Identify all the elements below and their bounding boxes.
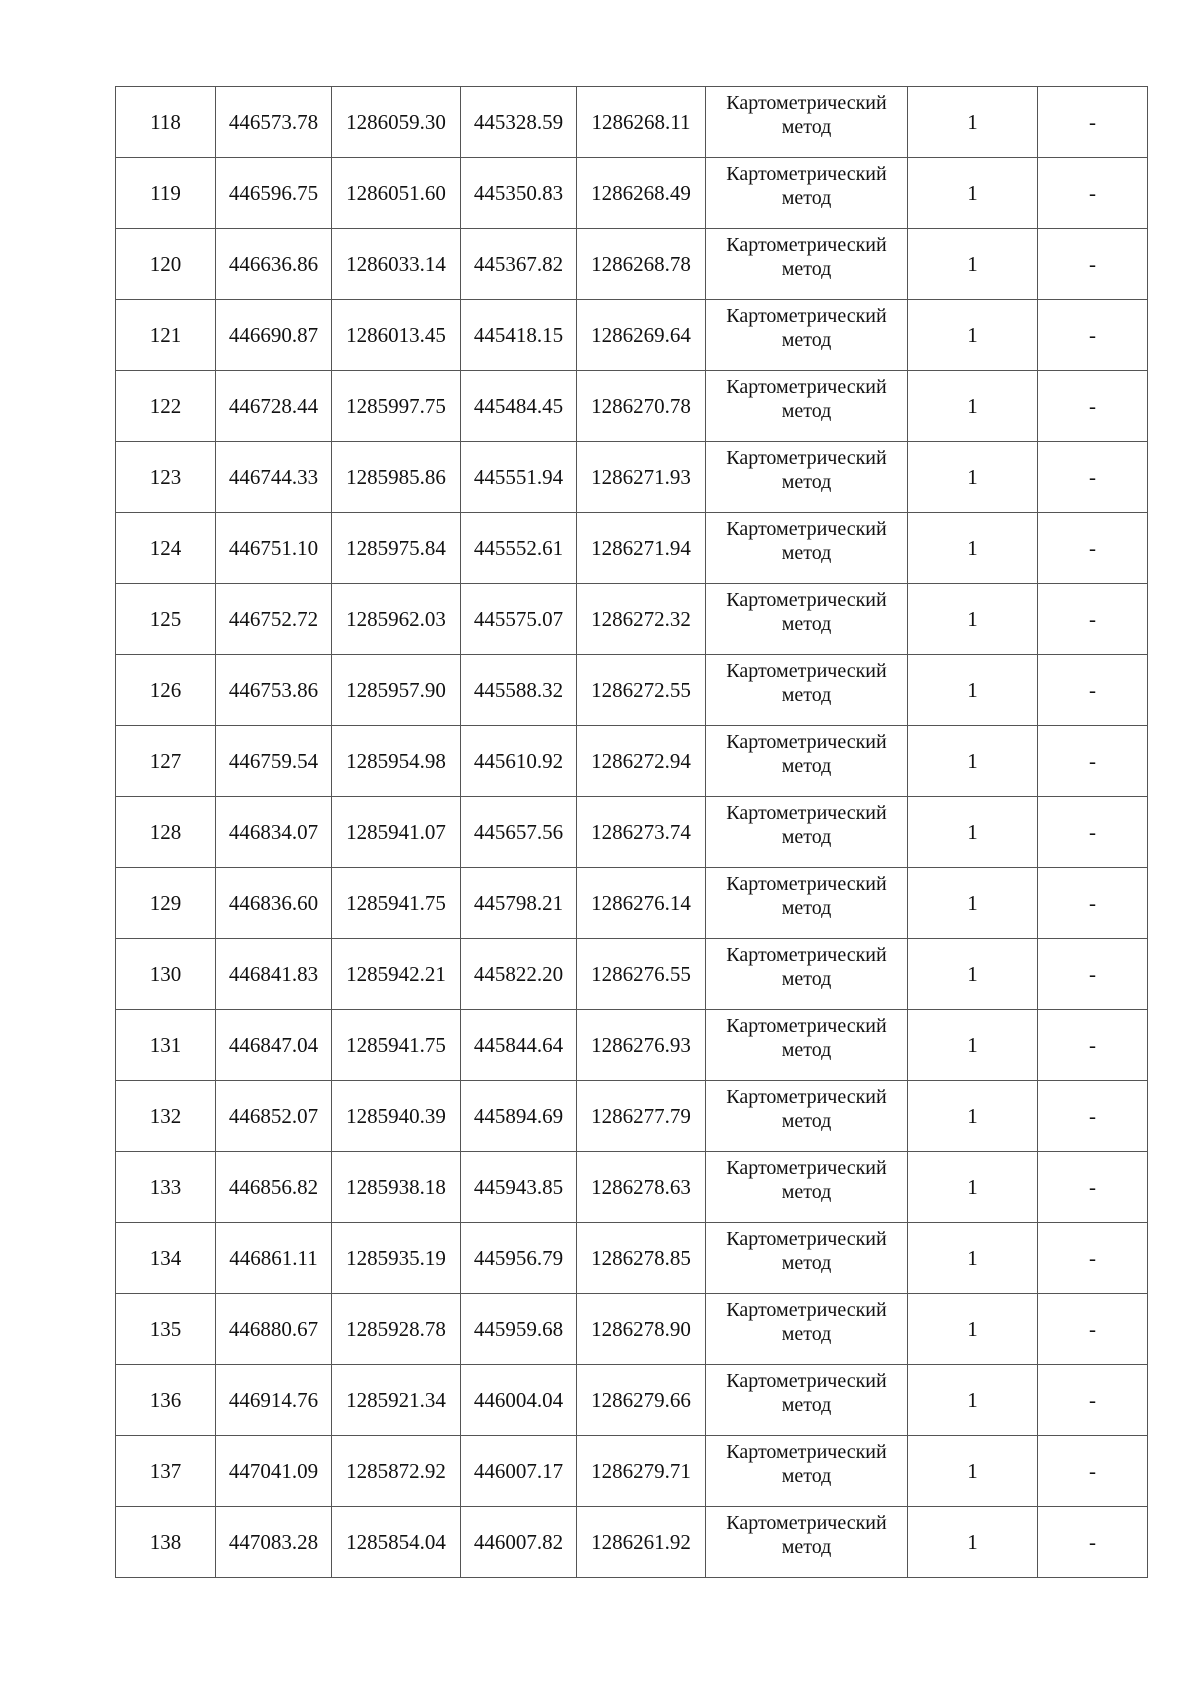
point-number-cell: 119 <box>116 158 216 229</box>
point-number-cell: 120 <box>116 229 216 300</box>
x2-cell: 445959.68 <box>461 1294 577 1365</box>
method-cell: Картометрический метод <box>706 442 908 513</box>
point-number-cell: 136 <box>116 1365 216 1436</box>
y1-cell: 1285942.21 <box>332 939 461 1010</box>
point-number-cell: 121 <box>116 300 216 371</box>
method-cell: Картометрический метод <box>706 868 908 939</box>
table-row <box>116 1152 1148 1223</box>
x1-cell: 446880.67 <box>216 1294 332 1365</box>
note-cell: - <box>1038 300 1148 371</box>
method-cell: Картометрический метод <box>706 939 908 1010</box>
method-cell: Картометрический метод <box>706 797 908 868</box>
point-number-cell: 128 <box>116 797 216 868</box>
x1-cell: 446759.54 <box>216 726 332 797</box>
x1-cell: 446861.11 <box>216 1223 332 1294</box>
note-cell: - <box>1038 1223 1148 1294</box>
note-cell: - <box>1038 1507 1148 1578</box>
table-row <box>116 158 1148 229</box>
y2-cell: 1286278.90 <box>577 1294 706 1365</box>
y1-cell: 1285938.18 <box>332 1152 461 1223</box>
accuracy-cell: 1 <box>908 1507 1038 1578</box>
y2-cell: 1286273.74 <box>577 797 706 868</box>
table-row <box>116 300 1148 371</box>
table-row <box>116 513 1148 584</box>
note-cell: - <box>1038 1365 1148 1436</box>
y2-cell: 1286268.49 <box>577 158 706 229</box>
y2-cell: 1286269.64 <box>577 300 706 371</box>
y2-cell: 1286270.78 <box>577 371 706 442</box>
y2-cell: 1286272.32 <box>577 584 706 655</box>
y2-cell: 1286261.92 <box>577 1507 706 1578</box>
y2-cell: 1286277.79 <box>577 1081 706 1152</box>
accuracy-cell: 1 <box>908 939 1038 1010</box>
x1-cell: 446856.82 <box>216 1152 332 1223</box>
note-cell: - <box>1038 726 1148 797</box>
point-number-cell: 138 <box>116 1507 216 1578</box>
point-number-cell: 130 <box>116 939 216 1010</box>
table-row <box>116 1010 1148 1081</box>
y1-cell: 1285997.75 <box>332 371 461 442</box>
x1-cell: 446852.07 <box>216 1081 332 1152</box>
y2-cell: 1286268.11 <box>577 87 706 158</box>
x2-cell: 445956.79 <box>461 1223 577 1294</box>
point-number-cell: 125 <box>116 584 216 655</box>
point-number-cell: 123 <box>116 442 216 513</box>
note-cell: - <box>1038 655 1148 726</box>
accuracy-cell: 1 <box>908 797 1038 868</box>
accuracy-cell: 1 <box>908 1365 1038 1436</box>
y2-cell: 1286271.93 <box>577 442 706 513</box>
accuracy-cell: 1 <box>908 300 1038 371</box>
y2-cell: 1286279.71 <box>577 1436 706 1507</box>
accuracy-cell: 1 <box>908 1294 1038 1365</box>
table-row <box>116 939 1148 1010</box>
method-cell: Картометрический метод <box>706 726 908 797</box>
method-cell: Картометрический метод <box>706 1294 908 1365</box>
accuracy-cell: 1 <box>908 513 1038 584</box>
y2-cell: 1286276.93 <box>577 1010 706 1081</box>
y1-cell: 1285957.90 <box>332 655 461 726</box>
method-cell: Картометрический метод <box>706 1507 908 1578</box>
y1-cell: 1285941.75 <box>332 1010 461 1081</box>
x2-cell: 445943.85 <box>461 1152 577 1223</box>
x2-cell: 445418.15 <box>461 300 577 371</box>
method-cell: Картометрический метод <box>706 1365 908 1436</box>
y2-cell: 1286279.66 <box>577 1365 706 1436</box>
y1-cell: 1286051.60 <box>332 158 461 229</box>
x2-cell: 445657.56 <box>461 797 577 868</box>
note-cell: - <box>1038 797 1148 868</box>
accuracy-cell: 1 <box>908 868 1038 939</box>
accuracy-cell: 1 <box>908 1081 1038 1152</box>
x2-cell: 445328.59 <box>461 87 577 158</box>
note-cell: - <box>1038 158 1148 229</box>
y2-cell: 1286272.94 <box>577 726 706 797</box>
y2-cell: 1286272.55 <box>577 655 706 726</box>
method-cell: Картометрический метод <box>706 1436 908 1507</box>
x2-cell: 445575.07 <box>461 584 577 655</box>
note-cell: - <box>1038 1081 1148 1152</box>
table-row <box>116 229 1148 300</box>
method-cell: Картометрический метод <box>706 300 908 371</box>
y1-cell: 1285975.84 <box>332 513 461 584</box>
x2-cell: 445552.61 <box>461 513 577 584</box>
y2-cell: 1286268.78 <box>577 229 706 300</box>
note-cell: - <box>1038 939 1148 1010</box>
method-cell: Картометрический метод <box>706 87 908 158</box>
method-cell: Картометрический метод <box>706 584 908 655</box>
table-row <box>116 726 1148 797</box>
x2-cell: 445610.92 <box>461 726 577 797</box>
table-row <box>116 1365 1148 1436</box>
y1-cell: 1285872.92 <box>332 1436 461 1507</box>
x1-cell: 446847.04 <box>216 1010 332 1081</box>
table-row <box>116 371 1148 442</box>
x2-cell: 446007.17 <box>461 1436 577 1507</box>
table-row <box>116 87 1148 158</box>
method-cell: Картометрический метод <box>706 371 908 442</box>
accuracy-cell: 1 <box>908 442 1038 513</box>
accuracy-cell: 1 <box>908 371 1038 442</box>
document-page <box>115 86 1148 1578</box>
y2-cell: 1286278.85 <box>577 1223 706 1294</box>
y1-cell: 1285935.19 <box>332 1223 461 1294</box>
accuracy-cell: 1 <box>908 1436 1038 1507</box>
y1-cell: 1286059.30 <box>332 87 461 158</box>
table-row <box>116 584 1148 655</box>
point-number-cell: 134 <box>116 1223 216 1294</box>
point-number-cell: 118 <box>116 87 216 158</box>
accuracy-cell: 1 <box>908 584 1038 655</box>
x1-cell: 447083.28 <box>216 1507 332 1578</box>
y2-cell: 1286278.63 <box>577 1152 706 1223</box>
x1-cell: 446836.60 <box>216 868 332 939</box>
note-cell: - <box>1038 229 1148 300</box>
point-number-cell: 132 <box>116 1081 216 1152</box>
table-row <box>116 1223 1148 1294</box>
note-cell: - <box>1038 87 1148 158</box>
x1-cell: 446834.07 <box>216 797 332 868</box>
x2-cell: 445367.82 <box>461 229 577 300</box>
table-row <box>116 442 1148 513</box>
y1-cell: 1285940.39 <box>332 1081 461 1152</box>
x2-cell: 445798.21 <box>461 868 577 939</box>
x2-cell: 445588.32 <box>461 655 577 726</box>
x2-cell: 445844.64 <box>461 1010 577 1081</box>
accuracy-cell: 1 <box>908 1223 1038 1294</box>
point-number-cell: 137 <box>116 1436 216 1507</box>
table-row <box>116 1436 1148 1507</box>
y1-cell: 1286033.14 <box>332 229 461 300</box>
y1-cell: 1285985.86 <box>332 442 461 513</box>
method-cell: Картометрический метод <box>706 1152 908 1223</box>
table-row <box>116 1081 1148 1152</box>
point-number-cell: 133 <box>116 1152 216 1223</box>
note-cell: - <box>1038 1436 1148 1507</box>
x2-cell: 445822.20 <box>461 939 577 1010</box>
accuracy-cell: 1 <box>908 158 1038 229</box>
note-cell: - <box>1038 513 1148 584</box>
y1-cell: 1285941.75 <box>332 868 461 939</box>
table-row <box>116 1294 1148 1365</box>
method-cell: Картометрический метод <box>706 655 908 726</box>
x1-cell: 446744.33 <box>216 442 332 513</box>
note-cell: - <box>1038 868 1148 939</box>
y1-cell: 1285954.98 <box>332 726 461 797</box>
accuracy-cell: 1 <box>908 1152 1038 1223</box>
y1-cell: 1285854.04 <box>332 1507 461 1578</box>
table-row <box>116 868 1148 939</box>
method-cell: Картометрический метод <box>706 1010 908 1081</box>
x1-cell: 447041.09 <box>216 1436 332 1507</box>
point-number-cell: 131 <box>116 1010 216 1081</box>
accuracy-cell: 1 <box>908 1010 1038 1081</box>
x2-cell: 445551.94 <box>461 442 577 513</box>
x2-cell: 445894.69 <box>461 1081 577 1152</box>
note-cell: - <box>1038 1010 1148 1081</box>
y1-cell: 1286013.45 <box>332 300 461 371</box>
note-cell: - <box>1038 371 1148 442</box>
y1-cell: 1285928.78 <box>332 1294 461 1365</box>
x1-cell: 446573.78 <box>216 87 332 158</box>
note-cell: - <box>1038 442 1148 513</box>
point-number-cell: 129 <box>116 868 216 939</box>
note-cell: - <box>1038 1152 1148 1223</box>
y1-cell: 1285962.03 <box>332 584 461 655</box>
point-number-cell: 122 <box>116 371 216 442</box>
x1-cell: 446841.83 <box>216 939 332 1010</box>
accuracy-cell: 1 <box>908 655 1038 726</box>
table-body <box>116 87 1148 1578</box>
accuracy-cell: 1 <box>908 726 1038 797</box>
note-cell: - <box>1038 584 1148 655</box>
y1-cell: 1285941.07 <box>332 797 461 868</box>
accuracy-cell: 1 <box>908 87 1038 158</box>
point-number-cell: 124 <box>116 513 216 584</box>
y2-cell: 1286271.94 <box>577 513 706 584</box>
x2-cell: 446004.04 <box>461 1365 577 1436</box>
x1-cell: 446914.76 <box>216 1365 332 1436</box>
x1-cell: 446751.10 <box>216 513 332 584</box>
y2-cell: 1286276.55 <box>577 939 706 1010</box>
note-cell: - <box>1038 1294 1148 1365</box>
y2-cell: 1286276.14 <box>577 868 706 939</box>
x1-cell: 446728.44 <box>216 371 332 442</box>
table-row <box>116 797 1148 868</box>
x1-cell: 446690.87 <box>216 300 332 371</box>
method-cell: Картометрический метод <box>706 229 908 300</box>
x1-cell: 446596.75 <box>216 158 332 229</box>
accuracy-cell: 1 <box>908 229 1038 300</box>
x1-cell: 446753.86 <box>216 655 332 726</box>
x2-cell: 445350.83 <box>461 158 577 229</box>
table-row <box>116 655 1148 726</box>
x1-cell: 446636.86 <box>216 229 332 300</box>
method-cell: Картометрический метод <box>706 1223 908 1294</box>
method-cell: Картометрический метод <box>706 1081 908 1152</box>
x2-cell: 445484.45 <box>461 371 577 442</box>
coordinates-table <box>115 86 1148 1578</box>
point-number-cell: 126 <box>116 655 216 726</box>
y1-cell: 1285921.34 <box>332 1365 461 1436</box>
x1-cell: 446752.72 <box>216 584 332 655</box>
method-cell: Картометрический метод <box>706 158 908 229</box>
method-cell: Картометрический метод <box>706 513 908 584</box>
point-number-cell: 135 <box>116 1294 216 1365</box>
x2-cell: 446007.82 <box>461 1507 577 1578</box>
point-number-cell: 127 <box>116 726 216 797</box>
table-row <box>116 1507 1148 1578</box>
